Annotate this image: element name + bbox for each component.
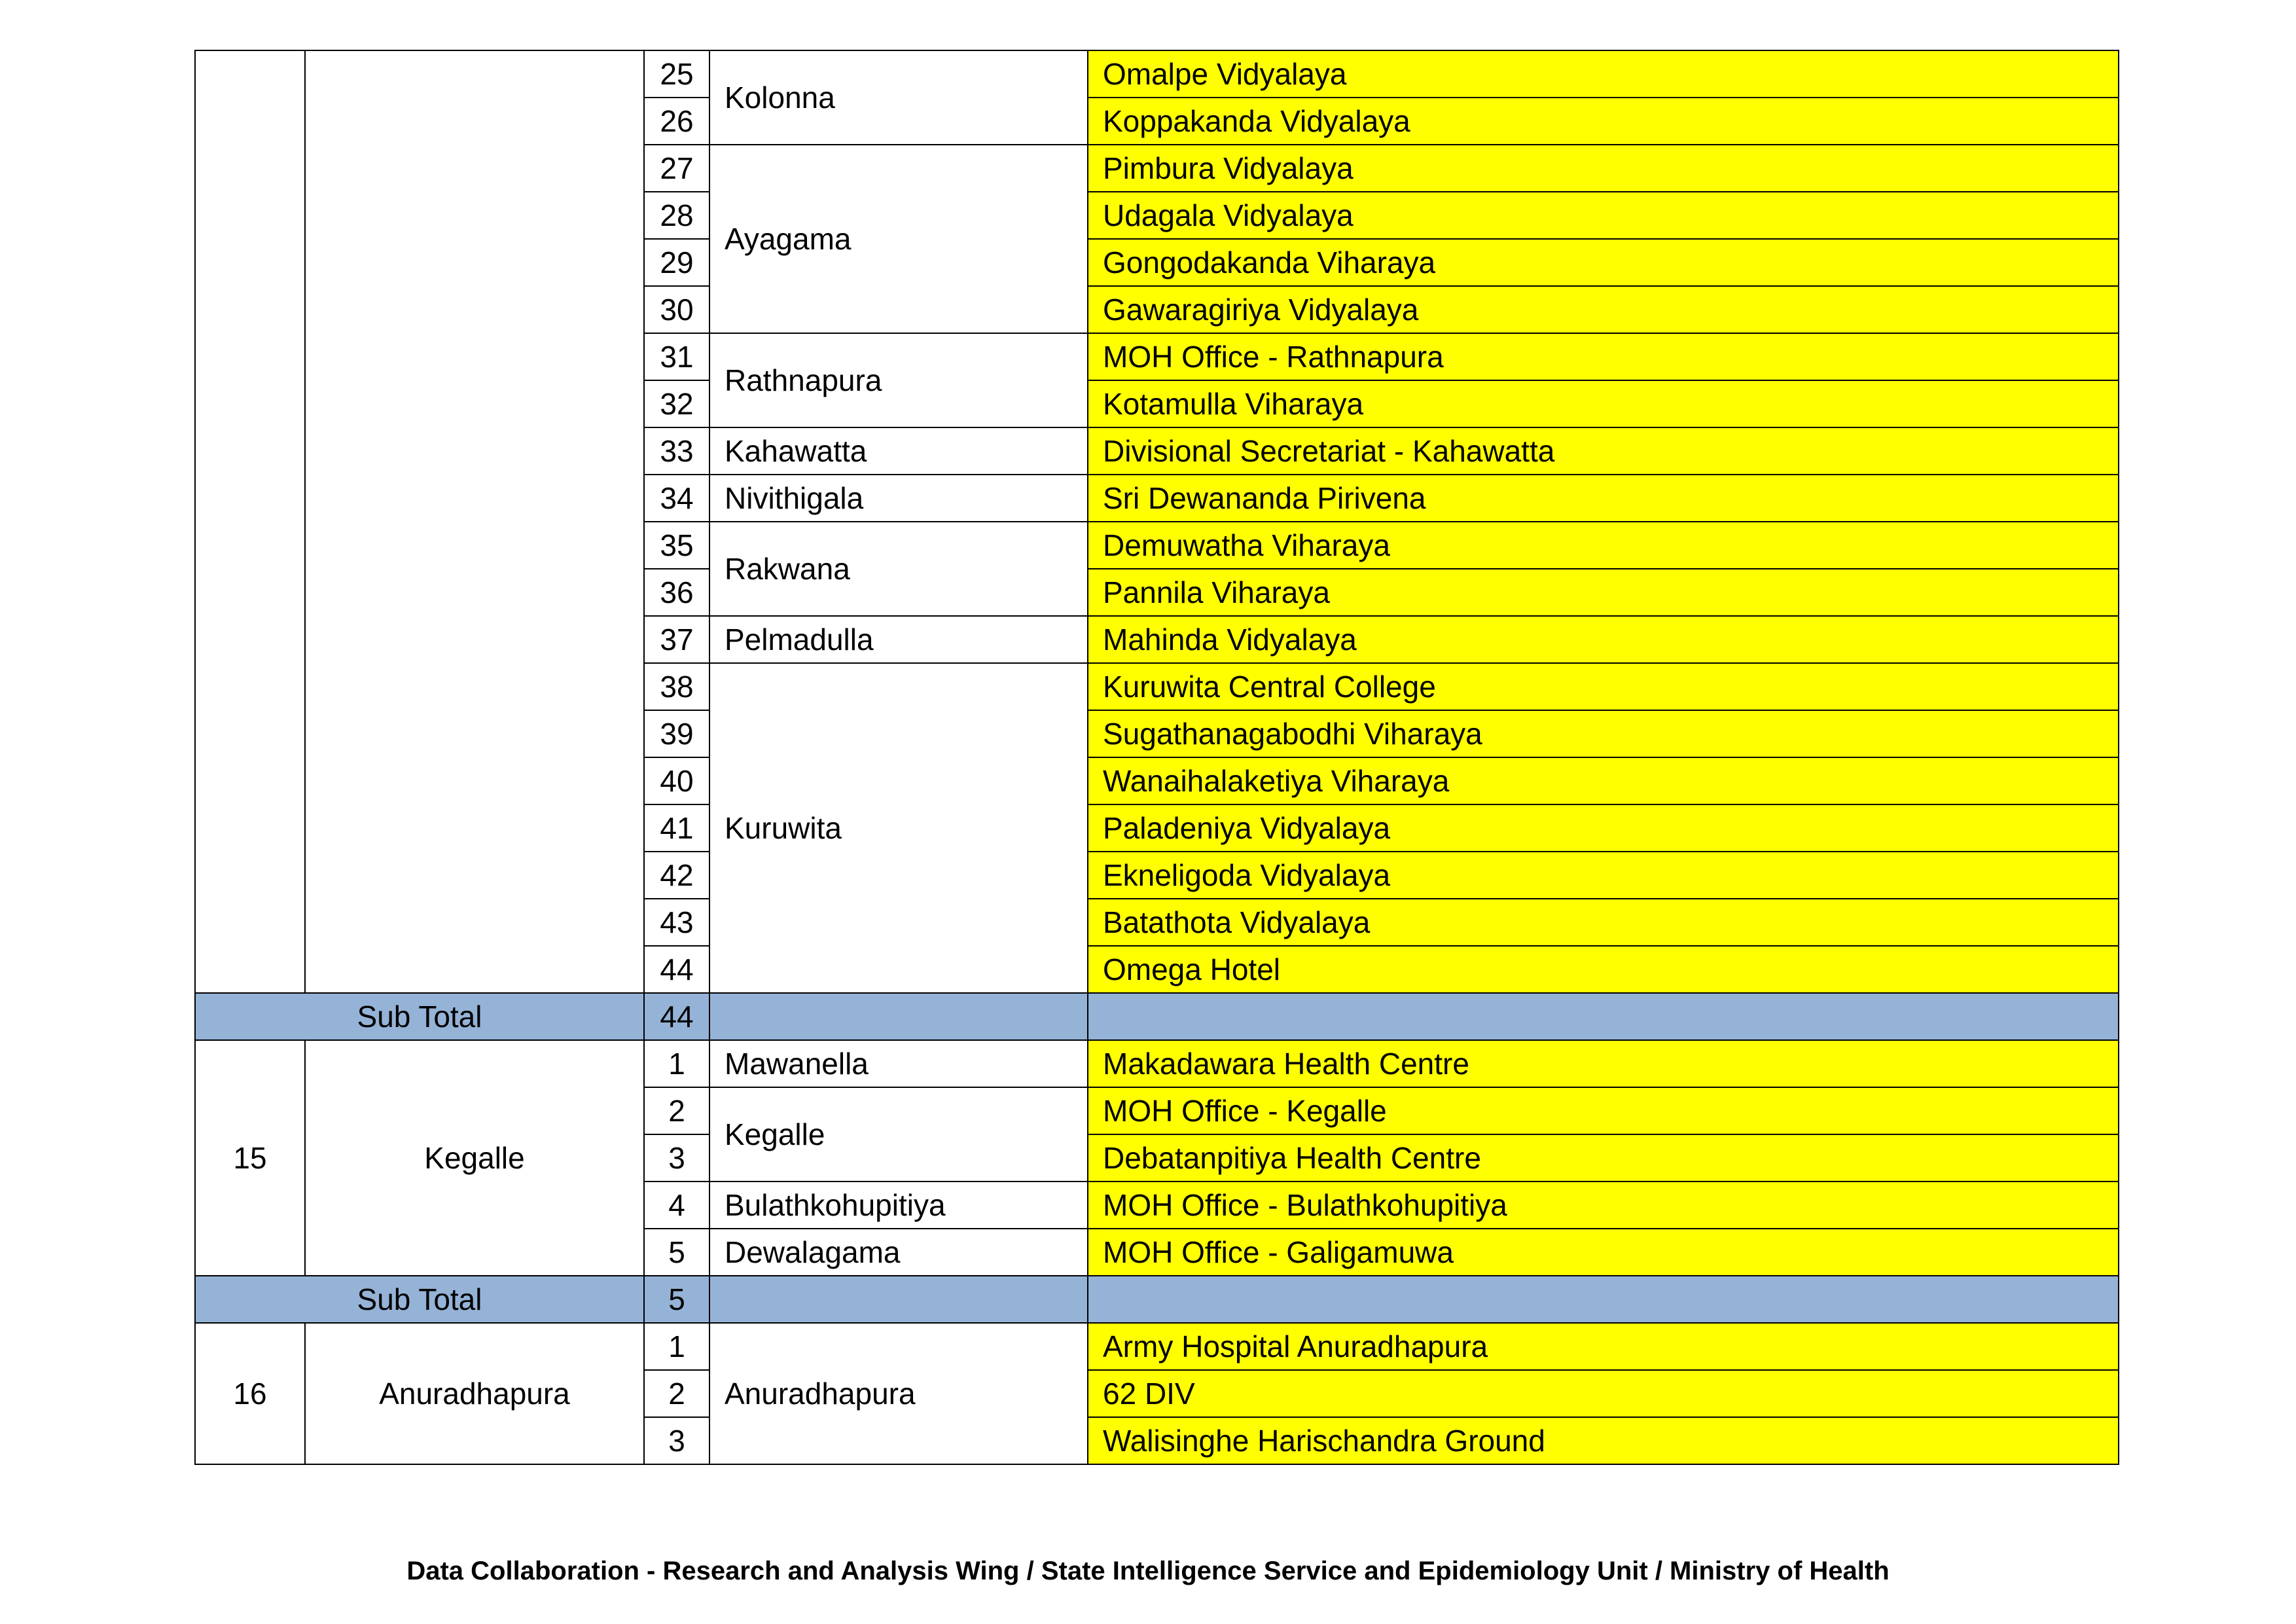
table-row: [195, 50, 2119, 98]
row-number: 30: [644, 286, 709, 333]
district-index: 15: [195, 1040, 305, 1276]
row-number: 31: [644, 333, 709, 380]
centre-name: Pimbura Vidyalaya: [1088, 145, 2119, 192]
row-number: 2: [644, 1087, 709, 1134]
centre-name: Paladeniya Vidyalaya: [1088, 804, 2119, 852]
moh-area: Kuruwita: [709, 663, 1088, 993]
centre-name: Makadawara Health Centre: [1088, 1040, 2119, 1087]
centre-name: Kuruwita Central College: [1088, 663, 2119, 710]
row-number: 44: [644, 946, 709, 993]
vaccination-centres-table: [194, 50, 2119, 1465]
row-number: 5: [644, 1229, 709, 1276]
row-number: 37: [644, 616, 709, 663]
centre-name: Pannila Viharaya: [1088, 569, 2119, 616]
centre-name: Army Hospital Anuradhapura: [1088, 1323, 2119, 1370]
subtotal-empty: [1088, 993, 2119, 1040]
centre-name: Ekneligoda Vidyalaya: [1088, 852, 2119, 899]
moh-area: Nivithigala: [709, 475, 1088, 522]
subtotal-label: Sub Total: [195, 1276, 644, 1323]
centre-name: Koppakanda Vidyalaya: [1088, 98, 2119, 145]
row-number: 1: [644, 1040, 709, 1087]
centre-name: Debatanpitiya Health Centre: [1088, 1134, 2119, 1182]
subtotal-row: [195, 993, 2119, 1040]
moh-area: Bulathkohupitiya: [709, 1182, 1088, 1229]
centre-name: Demuwatha Viharaya: [1088, 522, 2119, 569]
centre-name: MOH Office - Galigamuwa: [1088, 1229, 2119, 1276]
moh-area: Anuradhapura: [709, 1323, 1088, 1464]
row-number: 36: [644, 569, 709, 616]
centre-name: Walisinghe Harischandra Ground: [1088, 1417, 2119, 1464]
row-number: 3: [644, 1417, 709, 1464]
row-number: 29: [644, 239, 709, 286]
row-number: 4: [644, 1182, 709, 1229]
centre-name: Kotamulla Viharaya: [1088, 380, 2119, 427]
row-number: 27: [644, 145, 709, 192]
centre-name: Udagala Vidyalaya: [1088, 192, 2119, 239]
centre-name: MOH Office - Kegalle: [1088, 1087, 2119, 1134]
row-number: 26: [644, 98, 709, 145]
district-name: Kegalle: [305, 1040, 644, 1276]
row-number: 34: [644, 475, 709, 522]
centre-name: Divisional Secretariat - Kahawatta: [1088, 427, 2119, 475]
row-number: 1: [644, 1323, 709, 1370]
district-name-cell: [305, 50, 644, 993]
row-number: 38: [644, 663, 709, 710]
moh-area: Mawanella: [709, 1040, 1088, 1087]
moh-area: Pelmadulla: [709, 616, 1088, 663]
row-number: 42: [644, 852, 709, 899]
moh-area: Kahawatta: [709, 427, 1088, 475]
row-number: 3: [644, 1134, 709, 1182]
row-number: 2: [644, 1370, 709, 1417]
moh-area: Ayagama: [709, 145, 1088, 333]
centre-name: Mahinda Vidyalaya: [1088, 616, 2119, 663]
footer-credit: Data Collaboration - Research and Analysis Wing / State Intelligence Service and Epidemiology Unit / Ministry of Health: [406, 1557, 1890, 1585]
row-number: 39: [644, 710, 709, 757]
centre-name: MOH Office - Rathnapura: [1088, 333, 2119, 380]
district-index: 16: [195, 1323, 305, 1464]
moh-area: Rakwana: [709, 522, 1088, 616]
moh-area: Kegalle: [709, 1087, 1088, 1182]
moh-area: Kolonna: [709, 50, 1088, 145]
centre-name: Batathota Vidyalaya: [1088, 899, 2119, 946]
centre-name: Sri Dewananda Pirivena: [1088, 475, 2119, 522]
row-number: 43: [644, 899, 709, 946]
subtotal-row: [195, 1276, 2119, 1323]
row-number: 25: [644, 50, 709, 98]
subtotal-empty: [709, 993, 1088, 1040]
centre-name: Sugathanagabodhi Viharaya: [1088, 710, 2119, 757]
centre-name: MOH Office - Bulathkohupitiya: [1088, 1182, 2119, 1229]
centre-name: Gawaragiriya Vidyalaya: [1088, 286, 2119, 333]
centre-name: Omega Hotel: [1088, 946, 2119, 993]
centre-name: Gongodakanda Viharaya: [1088, 239, 2119, 286]
row-number: 40: [644, 757, 709, 804]
subtotal-count: 44: [644, 993, 709, 1040]
centre-name: 62 DIV: [1088, 1370, 2119, 1417]
centre-name: Wanaihalaketiya Viharaya: [1088, 757, 2119, 804]
district-name: Anuradhapura: [305, 1323, 644, 1464]
row-number: 41: [644, 804, 709, 852]
row-number: 33: [644, 427, 709, 475]
district-index-cell: [195, 50, 305, 993]
moh-area: Rathnapura: [709, 333, 1088, 427]
moh-area: Dewalagama: [709, 1229, 1088, 1276]
table-row: [195, 1040, 2119, 1087]
row-number: 32: [644, 380, 709, 427]
subtotal-label: Sub Total: [195, 993, 644, 1040]
subtotal-empty: [709, 1276, 1088, 1323]
centre-name: Omalpe Vidyalaya: [1088, 50, 2119, 98]
row-number: 28: [644, 192, 709, 239]
row-number: 35: [644, 522, 709, 569]
subtotal-empty: [1088, 1276, 2119, 1323]
table-row: [195, 1323, 2119, 1370]
subtotal-count: 5: [644, 1276, 709, 1323]
